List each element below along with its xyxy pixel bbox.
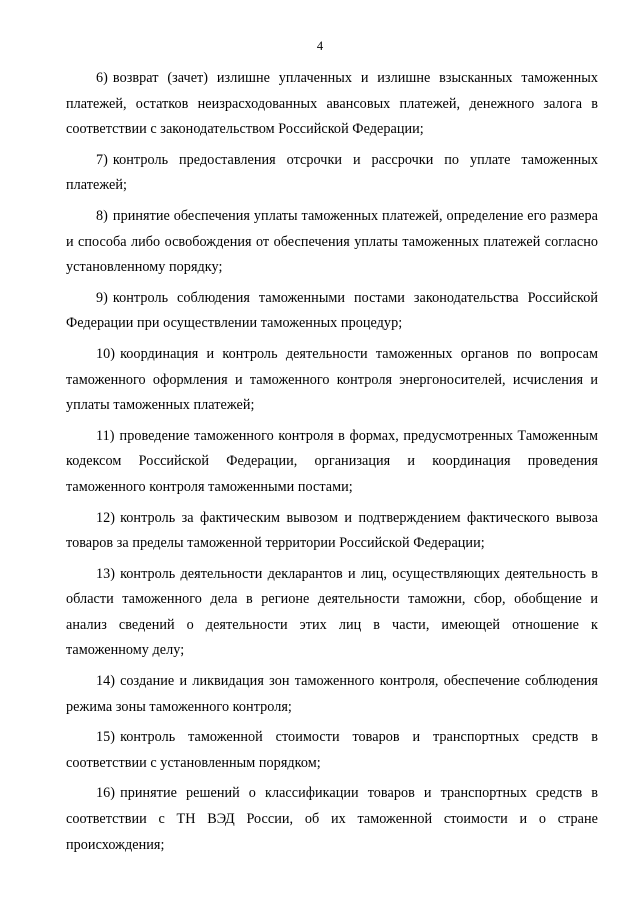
item-number: 10) xyxy=(96,345,116,362)
item-text: принятие решений о классификации товаров и транспортных средств в соответствии с ТН ВЭД России, об их таможенной стоимости и о стране происхождения; xyxy=(66,785,598,853)
item-text: контроль таможенной стоимости товаров и транспортных средств в соответствии с установленным порядком; xyxy=(66,729,598,771)
item-text: создание и ликвидация зон таможенного контроля, обеспечение соблюдения режима зоны таможенного контроля; xyxy=(66,673,598,715)
item-text: принятие обеспечения уплаты таможенных платежей, определение его размера и способа либо освобождения от обеспечения уплаты таможенных платежей согласно установленному порядку; xyxy=(66,207,598,276)
item-text: проведение таможенного контроля в формах, предусмотренных Таможенным кодексом Российской Федерации, организация и координация проведения таможенного контроля таможенными постами; xyxy=(66,427,598,495)
document-body xyxy=(66,66,598,863)
item-text: контроль предоставления отсрочки и рассрочки по уплате таможенных платежей; xyxy=(66,151,598,194)
list-item xyxy=(66,66,598,143)
item-text: контроль соблюдения таможенными постами законодательства Российской Федерации при осуществлении таможенных процедур; xyxy=(66,289,598,332)
item-text: координация и контроль деятельности таможенных органов по вопросам таможенного оформления и таможенного контроля энергоносителей, исчисления и уплаты таможенных платежей; xyxy=(66,345,598,414)
item-text: контроль за фактическим вывозом и подтверждением фактического вывоза товаров за пределы таможенной территории Российской Федерации; xyxy=(66,509,598,552)
list-item xyxy=(66,562,598,664)
item-text: контроль деятельности декларантов и лиц, осуществляющих деятельность в области таможенного дела в регионе деятельности таможни, сбор, обобщение и анализ сведений о деятельности этих лиц в части, имеющей отношение к таможенному делу; xyxy=(66,565,598,659)
item-number: 12) xyxy=(96,509,116,526)
item-number: 14) xyxy=(96,673,116,690)
list-item xyxy=(66,781,598,858)
list-item xyxy=(66,424,598,501)
list-item xyxy=(66,286,598,337)
item-number: 11) xyxy=(96,427,115,444)
list-item xyxy=(66,148,598,199)
item-number: 13) xyxy=(96,565,116,582)
list-item xyxy=(66,669,598,720)
item-number: 9) xyxy=(96,289,108,306)
list-item xyxy=(66,342,598,419)
item-text: возврат (зачет) излишне уплаченных и излишне взысканных таможенных платежей, остатков неизрасходованных авансовых платежей, денежного залога в соответствии с законодательством Российской Федерации; xyxy=(66,70,598,138)
item-number: 16) xyxy=(96,785,116,802)
page-number: 4 xyxy=(316,39,324,53)
item-number: 15) xyxy=(96,729,116,746)
list-item xyxy=(66,506,598,557)
item-number: 7) xyxy=(96,151,108,168)
list-item xyxy=(66,725,598,776)
item-number: 6) xyxy=(96,70,108,86)
item-number: 8) xyxy=(96,207,108,224)
list-item xyxy=(66,204,598,281)
